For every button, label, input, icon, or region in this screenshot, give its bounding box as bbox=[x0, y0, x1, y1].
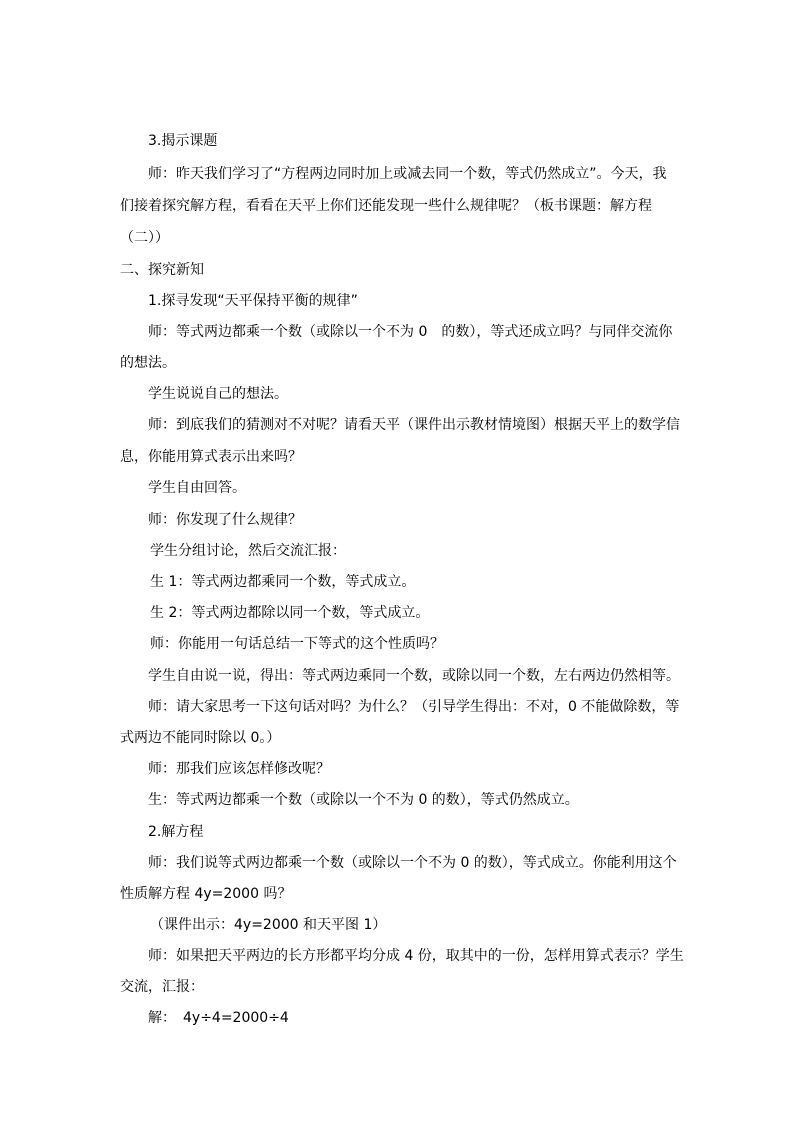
paragraph-line: 式两边不能同时除以 0。） bbox=[120, 730, 281, 746]
subsection-heading-solve: 2.解方程 bbox=[148, 824, 204, 840]
equation-line: 解： 4y÷4=2000÷4 bbox=[148, 1010, 289, 1026]
section-heading-reveal-topic: 3.揭示课题 bbox=[148, 133, 218, 149]
paragraph-line: （课件出示：4y=2000 和天平图 1） bbox=[150, 917, 387, 933]
paragraph-line: 生：等式两边都乘一个数（或除以一个不为 0 的数），等式仍然成立。 bbox=[148, 792, 579, 808]
paragraph-line: 师：到底我们的猜测对不对呢？请看天平（课件出示教材情境图）根据天平上的数学信 bbox=[148, 417, 680, 433]
paragraph-line: 学生说说自己的想法。 bbox=[148, 386, 288, 402]
paragraph-line: 性质解方程 4y=2000 吗？ bbox=[120, 886, 292, 902]
paragraph-line: 师：你发现了什么规律？ bbox=[148, 512, 302, 528]
paragraph-line: 师：等式两边都乘一个数（或除以一个不为 0 的数），等式还成立吗？与同伴交流你 bbox=[148, 324, 673, 340]
paragraph-line: 学生自由回答。 bbox=[148, 480, 246, 496]
paragraph-line: 师：如果把天平两边的长方形都平均分成 4 份，取其中的一份，怎样用算式表示？学生 bbox=[148, 948, 684, 964]
paragraph-line: 学生分组讨论，然后交流汇报： bbox=[150, 543, 346, 559]
paragraph-line: 生 1：等式两边都乘同一个数，等式成立。 bbox=[150, 574, 416, 590]
paragraph-line: 交流，汇报： bbox=[120, 979, 204, 995]
paragraph-line: 师：你能用一句话总结一下等式的这个性质吗？ bbox=[150, 636, 444, 652]
paragraph-line: 的想法。 bbox=[120, 355, 176, 371]
paragraph-line: 师：昨天我们学习了“方程两边同时加上或减去同一个数，等式仍然成立”。今天，我 bbox=[148, 166, 667, 182]
paragraph-line: 学生自由说一说，得出：等式两边乘同一个数，或除以同一个数，左右两边仍然相等。 bbox=[148, 668, 680, 684]
section-heading-explore: 二、探究新知 bbox=[120, 262, 204, 278]
subsection-heading-balance: 1.探寻发现“天平保持平衡的规律” bbox=[148, 293, 358, 309]
paragraph-line: 息，你能用算式表示出来吗？ bbox=[120, 449, 302, 465]
paragraph-line: 师：请大家思考一下这句话对吗？为什么？（引导学生得出：不对，0 不能做除数，等 bbox=[148, 699, 680, 715]
paragraph-line: （二）） bbox=[120, 230, 169, 246]
paragraph-line: 师：我们说等式两边都乘一个数（或除以一个不为 0 的数），等式成立。你能利用这个 bbox=[148, 855, 677, 871]
paragraph-line: 师：那我们应该怎样修改呢？ bbox=[148, 761, 330, 777]
paragraph-line: 们接着探究解方程，看看在天平上你们还能发现一些什么规律呢？（板书课题：解方程 bbox=[120, 198, 652, 214]
paragraph-line: 生 2：等式两边都除以同一个数，等式成立。 bbox=[150, 605, 430, 621]
